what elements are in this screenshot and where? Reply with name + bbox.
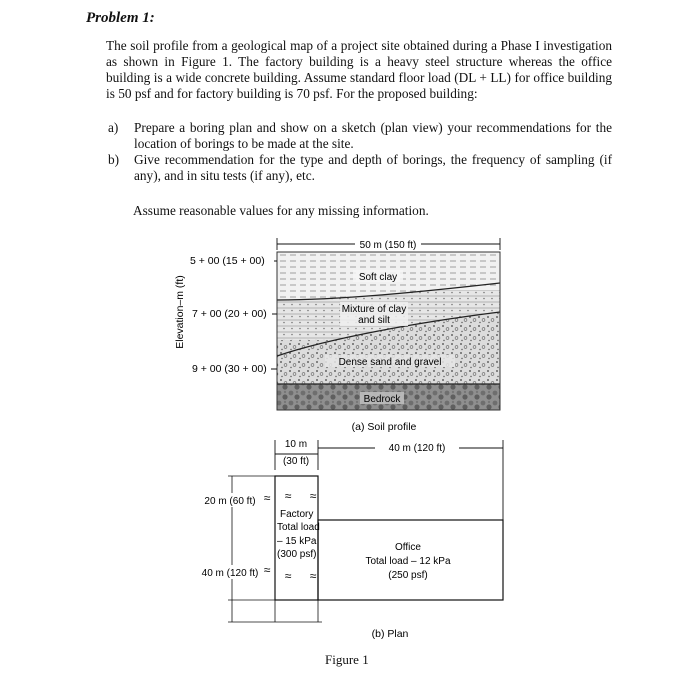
- elevation-axis-label: Elevation–m (ft): [174, 275, 186, 349]
- office-width-label: 40 m (120 ft): [388, 443, 446, 454]
- svg-text:≈: ≈: [284, 569, 292, 583]
- requirement-a-marker: a): [108, 120, 119, 135]
- office-depth-label: 40 m (120 ft): [201, 568, 259, 579]
- sand-gravel-label: Dense sand and gravel: [338, 357, 442, 368]
- requirement-b-marker: b): [108, 152, 120, 167]
- assumption-note: Assume reasonable values for any missing information.: [133, 203, 429, 218]
- factory-label-2: Total load: [277, 522, 320, 533]
- office-label-1: Office: [395, 542, 421, 553]
- svg-text:≈: ≈: [263, 491, 271, 505]
- factory-width-ft-label: (30 ft): [282, 456, 310, 467]
- clay-silt-label-line2: and silt: [358, 315, 390, 326]
- office-label-3: (250 psf): [388, 570, 428, 581]
- plan-subcaption: (b) Plan: [371, 628, 409, 640]
- svg-text:≈: ≈: [309, 489, 317, 503]
- svg-text:≈: ≈: [263, 563, 271, 577]
- elevation-label-1: 5 + 00 (15 + 00): [190, 255, 265, 267]
- elevation-label-2: 7 + 00 (20 + 00): [192, 308, 267, 320]
- clay-silt-label-line1: Mixture of clay: [341, 304, 407, 315]
- bedrock-label: Bedrock: [363, 394, 401, 405]
- factory-width-label: 10 m: [284, 439, 308, 450]
- factory-label-3: – 15 kPa: [277, 536, 317, 547]
- soil-profile-subcaption: (a) Soil profile: [351, 421, 417, 433]
- requirement-a-text: Prepare a boring plan and show on a sketch (plan view) your recommendations for the location of borings to be made at the site.: [134, 120, 612, 151]
- soft-clay-label: Soft clay: [358, 272, 398, 283]
- elevation-label-3: 9 + 00 (30 + 00): [192, 363, 267, 375]
- factory-depth-label: 20 m (60 ft): [204, 496, 256, 507]
- soil-profile: [174, 236, 500, 433]
- problem-title: Problem 1:: [86, 10, 155, 26]
- svg-text:≈: ≈: [284, 489, 292, 503]
- figure-caption: Figure 1: [325, 652, 369, 667]
- factory-label-4: (300 psf): [277, 549, 317, 560]
- svg-text:≈: ≈: [309, 569, 317, 583]
- requirement-b-text: Give recommendation for the type and depth of borings, the frequency of sampling (if any), and in situ tests (if any), etc.: [134, 152, 612, 183]
- factory-label-1: Factory: [280, 509, 314, 520]
- profile-width-label: 50 m (150 ft): [359, 240, 417, 251]
- site-plan: [196, 439, 503, 640]
- office-label-2: Total load – 12 kPa: [365, 556, 451, 567]
- problem-intro: The soil profile from a geological map of a project site obtained during a Phase I investigation as shown in Figure 1. The factory building is a heavy steel structure whereas the office building is a wide concrete building. Assume standard floor load (DL + LL) for office building is 50 psf and for factory building is 70 psf. For the proposed building:: [106, 38, 612, 101]
